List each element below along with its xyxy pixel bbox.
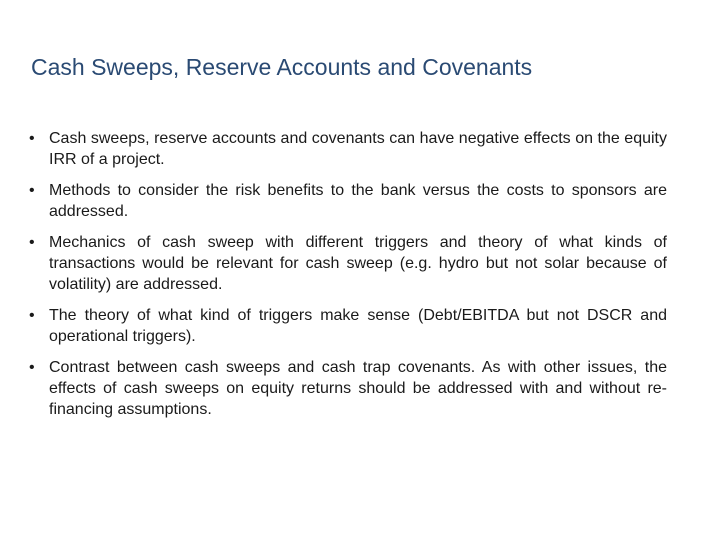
bullet-item-5 bbox=[29, 357, 667, 420]
bullet-text: Contrast between cash sweeps and cash trap covenants. As with other issues, the effects of cash sweeps on equity returns should be addressed with and without re-financing assumptions. bbox=[49, 359, 667, 418]
bullet-marker: • bbox=[29, 307, 35, 324]
bullet-text: Cash sweeps, reserve accounts and covenants can have negative effects on the equity IRR of a project. bbox=[49, 130, 667, 168]
bullet-text: Methods to consider the risk benefits to the bank versus the costs to sponsors are addressed. bbox=[49, 182, 667, 220]
bullet-marker: • bbox=[29, 182, 35, 199]
bullet-text: The theory of what kind of triggers make sense (Debt/EBITDA but not DSCR and operational triggers). bbox=[49, 307, 667, 345]
bullet-item-4 bbox=[29, 305, 667, 347]
bullet-item-1 bbox=[29, 128, 667, 170]
bullet-item-2 bbox=[29, 180, 667, 222]
bullet-text: Mechanics of cash sweep with different triggers and theory of what kinds of transactions would be relevant for cash sweep (e.g. hydro but not solar because of volatility) are addressed. bbox=[49, 234, 667, 293]
slide-title: Cash Sweeps, Reserve Accounts and Covenants bbox=[31, 54, 533, 80]
bullet-list bbox=[29, 128, 667, 430]
bullet-item-3 bbox=[29, 232, 667, 295]
bullet-marker: • bbox=[29, 130, 35, 147]
bullet-marker: • bbox=[29, 359, 35, 376]
bullet-marker: • bbox=[29, 234, 35, 251]
